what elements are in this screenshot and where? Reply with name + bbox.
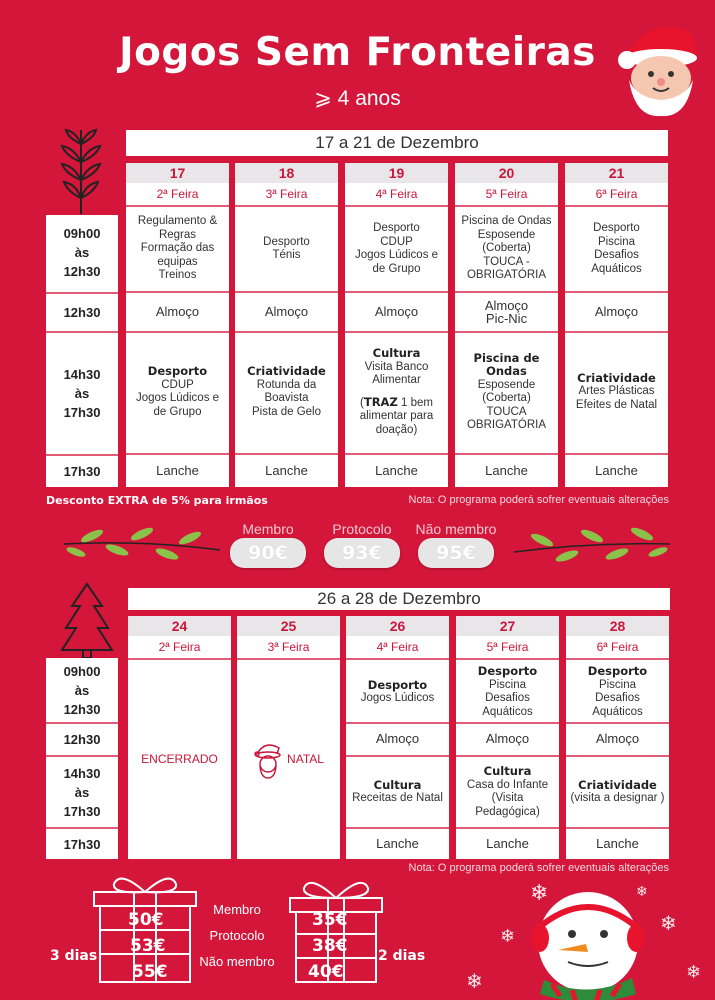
cell-line: Regras [158,228,197,241]
price-label: Protocolo [209,928,265,943]
lunch-cell [455,293,558,331]
weekday: 3ª Feira [265,187,308,201]
week2-day-column [456,616,559,859]
cell-line: Treinos [158,269,197,282]
morning-cell [126,207,229,291]
three-days-label: 3 dias [50,948,98,964]
snack-cell: Lanche [486,836,529,852]
snack-cell: Lanche [596,836,639,852]
age-requirement: ⩾ 4 anos [314,87,401,110]
snack-cell: Lanche [375,463,418,479]
afternoon-cell [455,333,558,451]
price-label: Membro [213,902,261,917]
three-day-price: 50€ [128,910,164,930]
weekday: 5ª Feira [485,187,528,201]
weekday: 4ª Feira [375,187,418,201]
activity-title: Cultura [483,764,532,778]
afternoon-cell [235,333,338,451]
cell-line: Artes Plásticas [578,385,655,398]
afternoon-cell [456,757,559,827]
santa-outline-icon [253,740,283,780]
closed-label: NATAL [287,751,324,766]
weekday: 3ª Feira [267,640,310,654]
lunch-cell [126,293,229,331]
day-number: 18 [235,163,338,183]
morning-cell [235,207,338,291]
cell-line: Desafios Aquáticos [591,249,642,275]
cell-line: Jogos Lúdicos e [354,249,439,261]
weekday: 6ª Feira [595,187,638,201]
cell-line: equipas [157,255,198,268]
time-afternoon: 14h30 às 17h30 [63,366,101,420]
cell-line: Piscina [597,235,636,248]
activity-title: Criatividade [247,364,326,378]
activity-title: Desporto [147,364,208,378]
activity-title: Cultura [373,777,422,792]
price-label: Membro [242,521,294,537]
week1-banner: 17 a 21 de Dezembro [126,130,668,156]
cell-line: Alimentar [372,374,421,386]
time-lunch: 12h30 [63,731,101,747]
activity-title: Desporto [367,677,428,692]
weekday: 2ª Feira [158,640,201,654]
cell-line: Almoço [155,304,200,320]
week1-day-column [455,163,558,487]
price-pill: 93€ [324,538,400,568]
svg-text:❄: ❄ [660,911,677,935]
cell-line: (Coberta) [482,392,531,404]
morning-cell [455,207,558,291]
time-morning: 09h00 às 12h30 [63,663,101,717]
closed-cell [128,660,231,859]
week2-time-column [46,658,118,859]
afternoon-cell [565,333,668,451]
cell-line: TOUCA - [483,255,530,268]
cell-line: Ténis [272,249,301,261]
price-pill: 90€ [230,538,306,568]
week1-day-column [345,163,448,487]
activity-title: Cultura [372,346,421,360]
week1-note: Nota: O programa poderá sofrer eventuais alterações [408,494,669,506]
cell-line: (Visita Pedagógica) [475,792,540,818]
day-number: 19 [345,163,448,183]
week2-day-column [346,616,449,859]
time-snack: 17h30 [63,836,101,852]
two-day-price: 35€ [312,910,348,930]
snack-cell: Lanche [376,836,419,852]
activity-title: Desporto [477,664,538,678]
morning-cell [345,207,448,291]
cell-line: (visita a designar ) [570,792,665,804]
closed-label: ENCERRADO [141,751,218,766]
activity-title: Piscina de Ondas [473,350,540,378]
cell-line: OBRIGATÓRIA [466,269,547,282]
cell-line: Regulamento & [137,215,218,228]
price-pill: 95€ [418,538,494,568]
page-title: Jogos Sem Fronteiras [119,30,596,75]
cell-line: 1 bem [401,396,433,409]
weekday: 5ª Feira [486,640,529,654]
snowman-icon [460,870,715,1000]
cell-line: Formação das [140,242,215,255]
lunch-cell: Almoço [595,731,640,747]
cell-line: Rotunda da [256,378,317,391]
cell-line: CDUP [161,378,194,391]
svg-text:❄: ❄ [636,884,648,900]
svg-text:❄: ❄ [466,969,483,993]
cell-line: Visita Banco [364,360,429,373]
day-number: 28 [566,616,669,636]
cell-line: de Grupo [153,405,202,418]
two-days-label: 2 dias [378,948,426,964]
cell-line: Jogos Lúdicos [360,692,435,704]
cell-line: Esposende [477,228,536,241]
christmas-tree-icon [60,580,114,660]
sibling-discount: Desconto EXTRA de 5% para irmãos [46,494,268,507]
cell-line: Almoço [594,304,639,320]
morning-cell [346,660,449,724]
cell-line: Receitas de Natal [352,792,443,804]
cell-line: Pista de Gelo [251,405,322,418]
morning-cell [565,207,668,291]
lunch-cell [345,293,448,331]
cell-line: Esposende [477,378,536,391]
activity-title: Criatividade [577,370,656,385]
week1-day-column [235,163,338,487]
three-day-price: 55€ [132,962,168,982]
day-number: 24 [128,616,231,636]
price-label: Não membro [199,954,275,969]
morning-cell [566,660,669,724]
week2-day-column [237,616,340,859]
lunch-cell: Almoço [485,731,530,747]
cell-line: Boavista [264,392,309,404]
cell-line: Desporto [263,235,310,248]
cell-line: Piscina de Ondas [461,215,552,228]
branch-decoration-icon [58,124,104,216]
cell-line: doação) [375,423,418,436]
santa-icon [615,18,701,118]
lunch-cell: Almoço [375,731,420,747]
week1-day-column [565,163,668,487]
day-number: 21 [565,163,668,183]
cell-line: Desporto [593,222,640,234]
price-label: Não membro [415,521,497,537]
price-label: Protocolo [332,521,392,537]
svg-text:❄: ❄ [530,881,549,906]
cell-line: Almoço [264,304,309,320]
cell-line: TOUCA [486,405,527,418]
afternoon-cell [346,757,449,827]
week1-day-column [126,163,229,487]
afternoon-cell: Cultura Visita Banco Alimentar (TRAZ 1 bem alimentar para doação) [359,346,434,436]
two-day-price: 38€ [312,936,348,956]
cell-line: Piscina [488,678,527,691]
lunch-cell [235,293,338,331]
cell-line: alimentar para [359,410,434,422]
cell-line: Almoço [374,304,419,320]
cell-line: (Coberta) [482,242,531,255]
snack-cell: Lanche [265,463,308,479]
week2-note: Nota: O programa poderá sofrer eventuais alterações [408,862,669,874]
time-lunch: 12h30 [63,304,101,320]
three-day-price: 53€ [130,936,166,956]
cell-line: Efeites de Natal [575,398,658,411]
lunch-cell [565,293,668,331]
week2-day-column [566,616,669,859]
time-afternoon: 14h30 às 17h30 [63,765,101,819]
cell-line: Desafios Aquáticos [592,692,643,718]
closed-cell [237,660,340,859]
activity-title: Criatividade [578,777,657,792]
two-day-price: 40€ [308,962,344,982]
week1-time-column [46,215,118,487]
time-snack: 17h30 [63,464,101,479]
time-morning: 09h00 às 12h30 [63,226,101,279]
day-number: 17 [126,163,229,183]
day-number: 20 [455,163,558,183]
snack-cell: Lanche [485,463,528,479]
week2-day-column [128,616,231,859]
activity-title: Desporto [587,664,648,678]
snack-cell: Lanche [595,463,638,479]
morning-cell [456,660,559,724]
day-number: 25 [237,616,340,636]
afternoon-cell [566,757,669,827]
cell-line: Piscina [598,678,637,691]
weekday: 6ª Feira [596,640,639,654]
weekday: 4ª Feira [376,640,419,654]
cell-line: Almoço [484,297,529,313]
cell-line: OBRIGATÓRIA [466,419,547,431]
snack-cell: Lanche [156,463,199,479]
cell-line: CDUP [380,235,413,248]
week2-banner: 26 a 28 de Dezembro [128,588,670,610]
leaf-branch-left-icon [62,520,222,564]
afternoon-cell [126,333,229,451]
bring-bold: TRAZ [363,394,398,409]
svg-text:❄: ❄ [686,962,702,983]
cell-line: de Grupo [372,262,421,275]
cell-line: Desporto [373,222,420,234]
day-number: 26 [346,616,449,636]
weekday: 2ª Feira [156,187,199,201]
leaf-branch-right-icon [512,522,672,566]
cell-line: Pic-Nic [485,311,528,326]
cell-line: Jogos Lúdicos e [135,392,220,404]
cell-line: Casa do Infante [466,778,549,791]
day-number: 27 [456,616,559,636]
svg-text:❄: ❄ [500,926,516,947]
cell-line: Desafios Aquáticos [482,692,533,718]
